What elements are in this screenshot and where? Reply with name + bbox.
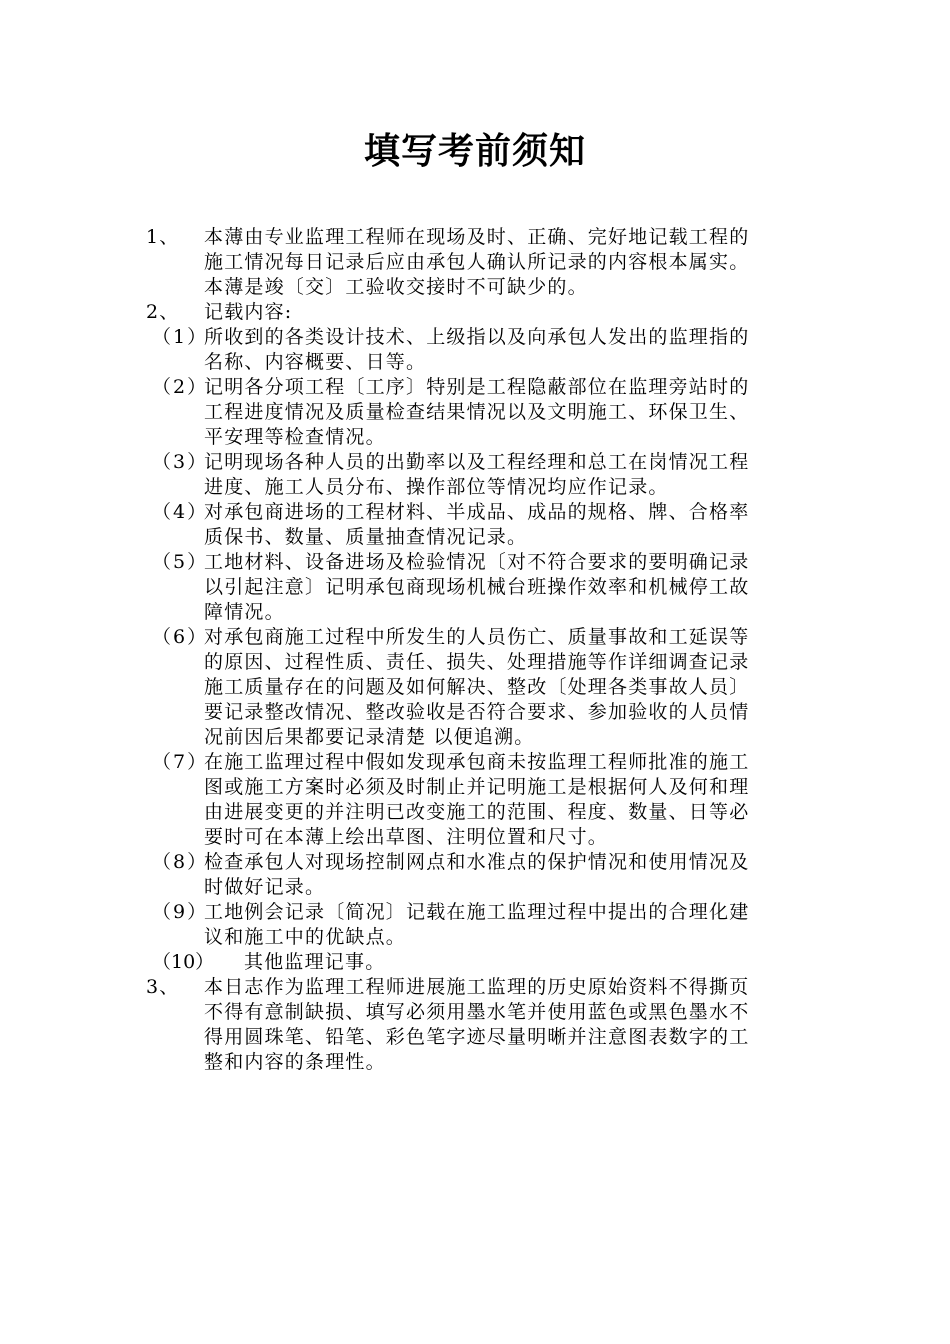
list-item [146,950,816,975]
list-item [146,550,816,625]
item-text-line: 其他监理记事。 [244,951,386,973]
instruction-list [146,225,816,1075]
item-text-line: 记明各分项工程〔工序〕特别是工程隐蔽部位在监理旁站时的 [204,376,750,398]
list-item [146,300,816,325]
item-text-line: 况前因后果都要记录清楚 以便追溯。 [204,726,535,748]
item-text-line: 整和内容的条理性。 [204,1051,386,1073]
item-text-line: 施工情况每日记录后应由承包人确认所记录的内容根本属实。 [204,251,750,273]
item-text-line: 要记录整改情况、整改验收是否符合要求、参加验收的人员情 [204,701,750,723]
item-number: （4） [152,501,209,523]
item-text-line: 要时可在本薄上绘出草图、注明位置和尺寸。 [204,826,609,848]
list-item [146,750,816,850]
item-text-line: 本日志作为监理工程师进展施工监理的历史原始资料不得撕页 [204,976,750,998]
item-text-line: 工程进度情况及质量检查结果情况以及文明施工、环保卫生、 [204,401,750,423]
item-text-line: 所收到的各类设计技术、上级指以及向承包人发出的监理指的 [204,326,750,348]
list-item [146,975,816,1075]
item-text-line: 本薄由专业监理工程师在现场及时、正确、完好地记载工程的 [204,226,750,248]
page-title: 填写考前须知 [363,130,586,172]
item-number: （5） [152,551,209,573]
item-number: （7） [152,751,209,773]
list-item [146,850,816,900]
item-text-line: 对承包商施工过程中所发生的人员伤亡、质量事故和工延误等 [204,626,750,648]
list-item [146,625,816,750]
item-number: （8） [152,851,209,873]
item-number: 1、 [146,226,180,248]
item-number: （1） [152,326,209,348]
item-text-line: 进度、施工人员分布、操作部位等情况均应作记录。 [204,476,669,498]
item-text-line: 工地材料、设备进场及检验情况〔对不符合要求的要明确记录 [204,551,750,573]
item-text-line: 工地例会记录〔简况〕记载在施工监理过程中提出的合理化建 [204,901,750,923]
item-text-line: 不得有意制缺损、填写必须用墨水笔并使用蓝色或黑色墨水不 [204,1001,750,1023]
item-number: （10） [152,951,215,973]
item-text-line: 本薄是竣〔交〕工验收交接时不可缺少的。 [204,276,588,298]
item-text-line: 平安理等检查情况。 [204,426,386,448]
list-item [146,500,816,550]
item-text-line: 由进展变更的并注明已改变施工的范围、程度、数量、日等必 [204,801,750,823]
item-text-line: 记载内容: [204,301,293,323]
item-text-line: 图或施工方案时必须及时制止并记明施工是根据何人及何和理 [204,776,750,798]
item-text-line: 障情况。 [204,601,285,623]
item-text-line: 施工质量存在的问题及如何解决、整改〔处理各类事故人员〕 [204,676,750,698]
item-text-line: 检查承包人对现场控制网点和水准点的保护情况和使用情况及 [204,851,750,873]
item-text-line: 记明现场各种人员的出勤率以及工程经理和总工在岗情况工程 [204,451,750,473]
item-number: 3、 [146,976,180,998]
item-text-line: 得用圆珠笔、铅笔、彩色笔字迹尽量明晰并注意图表数字的工 [204,1026,750,1048]
item-text-line: 在施工监理过程中假如发现承包商未按监理工程师批准的施工 [204,751,750,773]
item-text-line: 的原因、过程性质、责任、损失、处理措施等作详细调查记录 [204,651,750,673]
item-number: （9） [152,901,209,923]
list-item [146,225,816,300]
item-number: （2） [152,376,209,398]
list-item [146,450,816,500]
item-number: （6） [152,626,209,648]
item-text-line: 以引起注意〕记明承包商现场机械台班操作效率和机械停工故 [204,576,750,598]
item-text-line: 名称、内容概要、日等。 [204,351,427,373]
item-text-line: 对承包商进场的工程材料、半成品、成品的规格、牌、合格率 [204,501,750,523]
list-item [146,375,816,450]
item-text-line: 议和施工中的优缺点。 [204,926,407,948]
item-text-line: 时做好记录。 [204,876,326,898]
list-item [146,900,816,950]
item-number: 2、 [146,301,180,323]
list-item [146,325,816,375]
item-text-line: 质保书、数量、质量抽查情况记录。 [204,526,528,548]
item-number: （3） [152,451,209,473]
